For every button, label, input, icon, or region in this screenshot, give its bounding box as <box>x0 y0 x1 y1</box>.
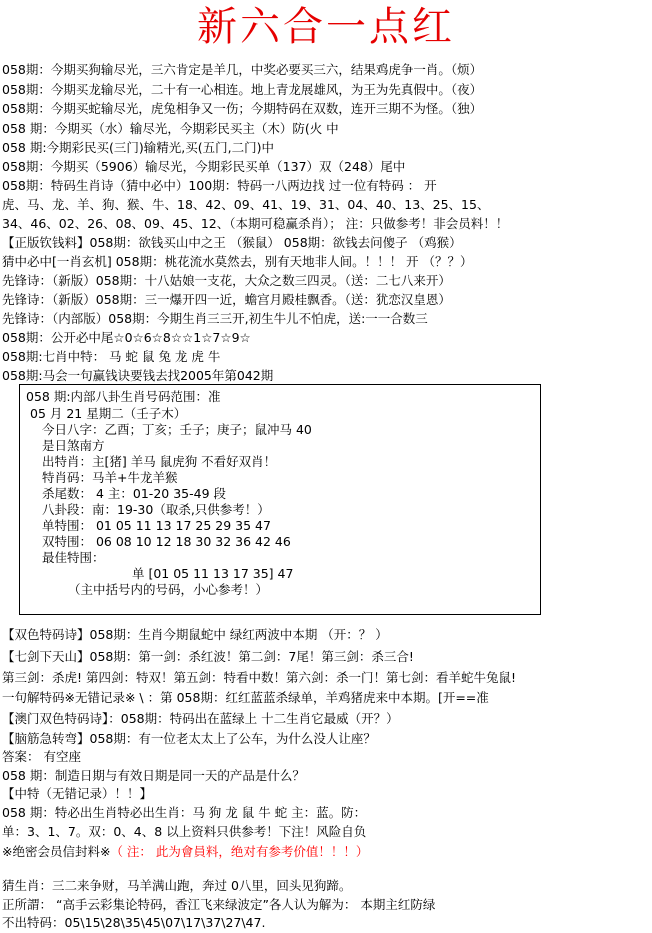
text-line: 058期：公开必中尾☆0☆6☆8☆☆1☆7☆9☆ <box>2 330 251 345</box>
text-line: 058期:马会一句赢钱诀要钱去找2005年第042期 <box>2 368 274 383</box>
box-line: （主中括号内的号码，小心参考！） <box>68 582 269 597</box>
text-line: 058期：特码生肖诗（猜中必中）100期：特码一八两边找 过一位有特码 ： 开 <box>2 178 437 193</box>
text-line: 正所謂： “高手云彩集论特码，香江飞来绿波定”各人认为解为： 本期主红防绿 <box>2 897 436 912</box>
text-line: 058 期：制造日期与有效日期是同一天的产品是什么？ <box>2 768 305 783</box>
text-line: 不出特码：05\15\28\35\45\07\17\37\27\47. <box>2 915 266 930</box>
text-line: 058 期：今期买（水）输尽光，今期彩民买主（木）防(火 中 <box>2 121 339 136</box>
box-line: 单 [01 05 11 13 17 35] 47 <box>132 566 294 581</box>
text-line: 【澳门双色特码诗】：058期：特码出在蓝绿上 十二生肖它最威（开？） <box>2 711 399 726</box>
page-title: 新六合一点红 <box>197 4 455 50</box>
text-line: 058期：今期买（5906）输尽光，今期彩民买单（137）双（248）尾中 <box>2 159 406 174</box>
text-line: 先锋诗：（新版）058期：十八姑娘一支花，大众之数三四灵。（送：二七八来开） <box>2 273 451 288</box>
box-line: 双特围： 06 08 10 12 18 30 32 36 42 46 <box>42 534 291 549</box>
member-note: （ 注： 此为會員料，绝对有参考价值！！！） <box>110 844 369 859</box>
text-line: 一句解特码※无错记录※ \ ：第 058期：红红蓝蓝杀绿单，羊鸡猪虎来中本期。[开==准 <box>2 690 489 705</box>
box-line: 今日八字：乙酉；丁亥；壬子；庚子；鼠冲马 40 <box>42 422 312 437</box>
text-line: 答案： 有空座 <box>2 749 81 764</box>
text-line: 先锋诗：（内部版）058期：今期生肖三三开,初生牛儿不怕虎，送:一一合数三 <box>2 311 428 326</box>
box-line: 058 期:内部八卦生肖号码范围：准 <box>26 389 221 404</box>
text-line: 【中特（无错记录）！！】 <box>2 786 153 801</box>
text-line: 058期：今期买蛇输尽光，虎兔相争又一伤；今期特码在双数，连开三期不为怪。（独） <box>2 101 483 116</box>
text-line <box>2 844 368 860</box>
text-line: 猜中必中[一肖玄机] 058期：桃花流水莫然去，别有天地非人间。！！！ 开 （？？） <box>2 254 473 269</box>
box-line: 出特肖：主[猪] 羊马 鼠虎狗 不看好双肖！ <box>42 454 277 469</box>
box-line: 特肖码：马羊+牛龙羊猴 <box>42 470 178 485</box>
secret-label: ※绝密会员信封料※ <box>2 844 111 859</box>
text-line: 【双色特码诗】058期：生肖今期鼠蛇中 绿红两波中本期 （开：？ ） <box>2 627 388 642</box>
box-line: 单特围： 01 05 11 13 17 25 29 35 47 <box>42 518 271 533</box>
box-line: 05 月 21 星期二（壬子木） <box>30 406 187 421</box>
text-line: 058期：今期买狗输尽光，三六肯定是羊几，中奖必要买三六，结果鸡虎争一肖。（烦） <box>2 62 483 77</box>
text-line: 058 期:今期彩民买(三门)输精光,买(五门,二门)中 <box>2 140 274 155</box>
text-line: 34、46、02、26、08、09、45、12、（本期可稳赢杀肖）； 注：只做参考！非会员料！！ <box>2 216 509 231</box>
box-line: 最佳特围： <box>42 550 105 565</box>
text-line: 058 期：特必出生肖特必出生肖：马 狗 龙 鼠 牛 蛇 主：蓝。防： <box>2 805 367 820</box>
text-line: 单：3、1、7。双：0、4、8 以上资料只供参考！下注！风险自负 <box>2 824 367 839</box>
text-line: 【七剑下天山】058期：第一剑：杀红波！第二剑：7尾！第三剑：杀三合! <box>2 649 414 664</box>
inner-box <box>19 384 541 615</box>
text-line: 【正版钦钱料】058期：欲钱买山中之王 （猴鼠） 058期：欲钱去问傻子 （鸡猴） <box>2 235 462 250</box>
box-line: 是日煞南方 <box>42 438 105 453</box>
box-line: 八卦段：南：19-30（取杀,只供参考！） <box>42 502 270 517</box>
box-line: 杀尾数： 4 主：01-20 35-49 段 <box>42 486 226 501</box>
text-line: 猜生肖：三二来争财，马羊满山跑，奔过 0八里，回头见狗蹄。 <box>2 878 352 893</box>
text-line: 058期：今期买龙输尽光，二十有一心相连。地上青龙展雄风，为王为先真假中。（夜） <box>2 82 483 97</box>
text-line: 058期:七肖中特： 马 蛇 鼠 兔 龙 虎 牛 <box>2 349 221 364</box>
text-line: 第三剑：杀虎! 第四剑：特双！第五剑：特看中数！第六剑：杀一门！第七剑：看羊蛇牛兔鼠! <box>2 670 516 685</box>
text-line: 虎、马、龙、羊、狗、猴、牛、18、42、09、41、19、31、04、40、13、25、15、 <box>2 197 490 212</box>
text-line: 先锋诗：（新版）058期：三一爆开四一近，蟾宫月殿桂飘香。（送：犹恋汉皇恩） <box>2 292 451 307</box>
text-line: 【脑筋急转弯】058期：有一位老太太上了公车，为什么没人让座？ <box>2 731 376 746</box>
